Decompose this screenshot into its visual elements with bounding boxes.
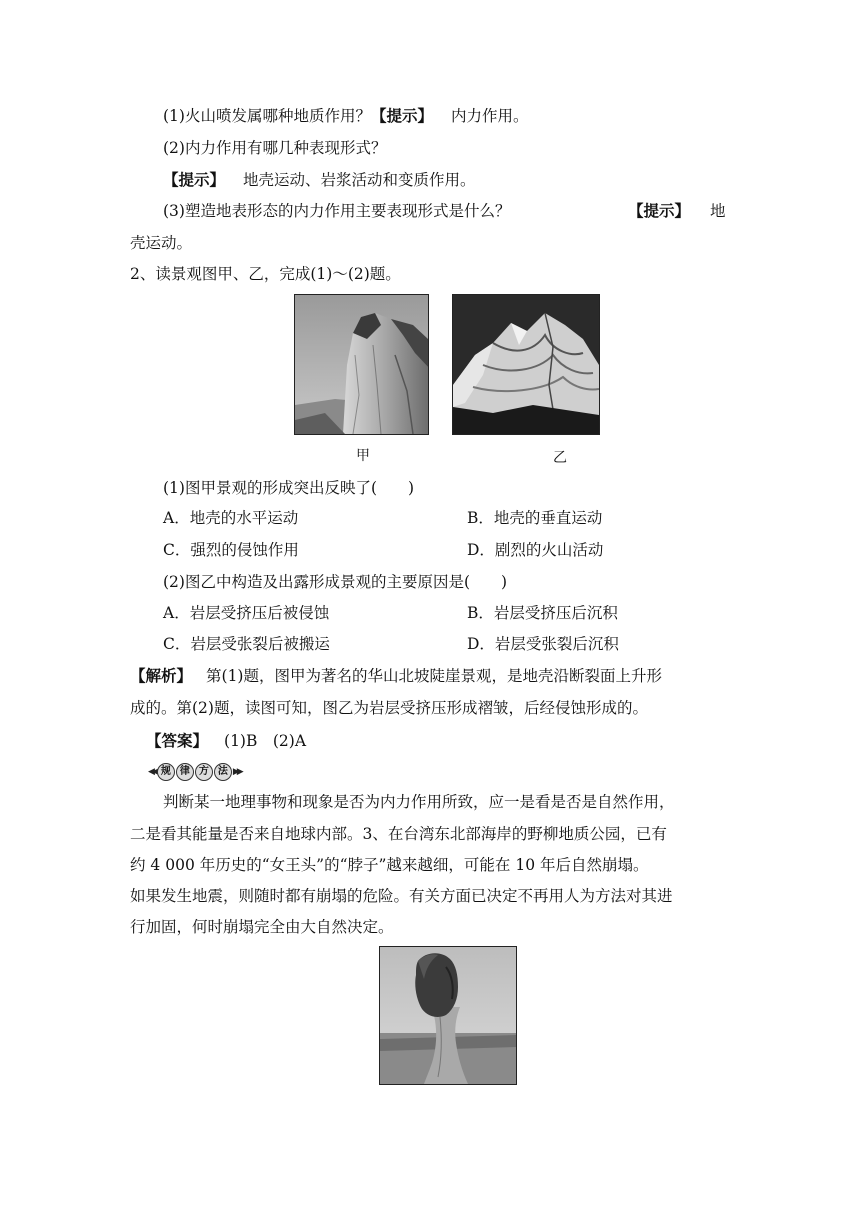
paragraph-line: 约 4 000 年历史的“女王头”的“脖子”越来越细，可能在 10 年后自然崩塌。 (130, 856, 649, 874)
badge-char: 律 (176, 763, 194, 781)
photo-jia (294, 294, 429, 435)
answer-line: 【答案】 (1)B (2)A (146, 732, 307, 750)
badge-char: 规 (157, 763, 175, 781)
analysis-line-1: 【解析】 第(1)题，图甲为著名的华山北坡陡崖景观，是地壳沿断裂面上升形 (130, 667, 662, 685)
q2-sub1-option-b: B．地壳的垂直运动 (467, 509, 603, 527)
answer-label: 【答案】 (146, 732, 209, 750)
q1-sub2-hint: 【提示】 地壳运动、岩浆活动和变质作用。 (163, 171, 476, 189)
q2-sub2-option-c: C．岩层受张裂后被搬运 (163, 635, 330, 653)
photo-yi (452, 294, 600, 435)
badge-char: 方 (195, 763, 213, 781)
method-badge (148, 763, 241, 781)
analysis-label: 【解析】 (130, 667, 193, 685)
q2-sub2-option-b: B．岩层受挤压后沉积 (467, 604, 618, 622)
q1-sub2: (2)内力作用有哪几种表现形式？ (163, 139, 387, 157)
double-right-arrow-icon: ▶▶ (232, 767, 241, 777)
caption-yi: 乙 (553, 450, 567, 466)
q2-sub2-option-d: D．岩层受张裂后沉积 (467, 635, 619, 653)
paragraph-line: 判断某一地理事物和现象是否为内力作用所致，应一是看是否是自然作用， (163, 793, 675, 811)
q2-sub2-option-a: A．岩层受挤压后被侵蚀 (163, 604, 330, 622)
double-left-arrow-icon: ◀◀ (148, 767, 156, 777)
q2-sub1-option-a: A．地壳的水平运动 (163, 509, 299, 527)
q1-sub1: (1)火山喷发属哪种地质作用？【提示】 内力作用。 (163, 107, 529, 125)
analysis-line-2: 成的。第(2)题，读图可知，图乙为岩层受挤压形成褶皱，后经侵蚀形成的。 (130, 699, 648, 717)
q2-sub2-stem: (2)图乙中构造及出露形成景观的主要原因是( ) (163, 573, 508, 591)
q1-sub3: (3)塑造地表形态的内力作用主要表现形式是什么？ (163, 202, 511, 220)
paragraph-line: 行加固，何时崩塌完全由大自然决定。 (130, 918, 394, 936)
paragraph-line: 如果发生地震，则随时都有崩塌的危险。有关方面已决定不再用人为方法对其进 (130, 887, 673, 905)
hint-label: 【提示】 (628, 202, 691, 220)
q2-sub1-option-c: C．强烈的侵蚀作用 (163, 541, 299, 559)
caption-jia: 甲 (356, 448, 370, 464)
paragraph-line: 二是看其能量是否来自地球内部。3、在台湾东北部海岸的野柳地质公园，已有 (130, 825, 667, 843)
q1-sub3-hint-cont: 壳运动。 (130, 234, 193, 252)
q2-sub1-option-d: D．剧烈的火山活动 (467, 541, 604, 559)
q1-sub3-hint: 【提示】 地 (628, 202, 726, 220)
hint-label: 【提示】 (370, 107, 433, 125)
q2-sub1-stem: (1)图甲景观的形成突出反映了( ) (163, 479, 415, 497)
badge-char: 法 (214, 763, 232, 781)
q2-stem: 2、读景观图甲、乙，完成(1)～(2)题。 (130, 265, 401, 283)
photo-queens-head (379, 946, 517, 1085)
hint-label: 【提示】 (163, 171, 226, 189)
